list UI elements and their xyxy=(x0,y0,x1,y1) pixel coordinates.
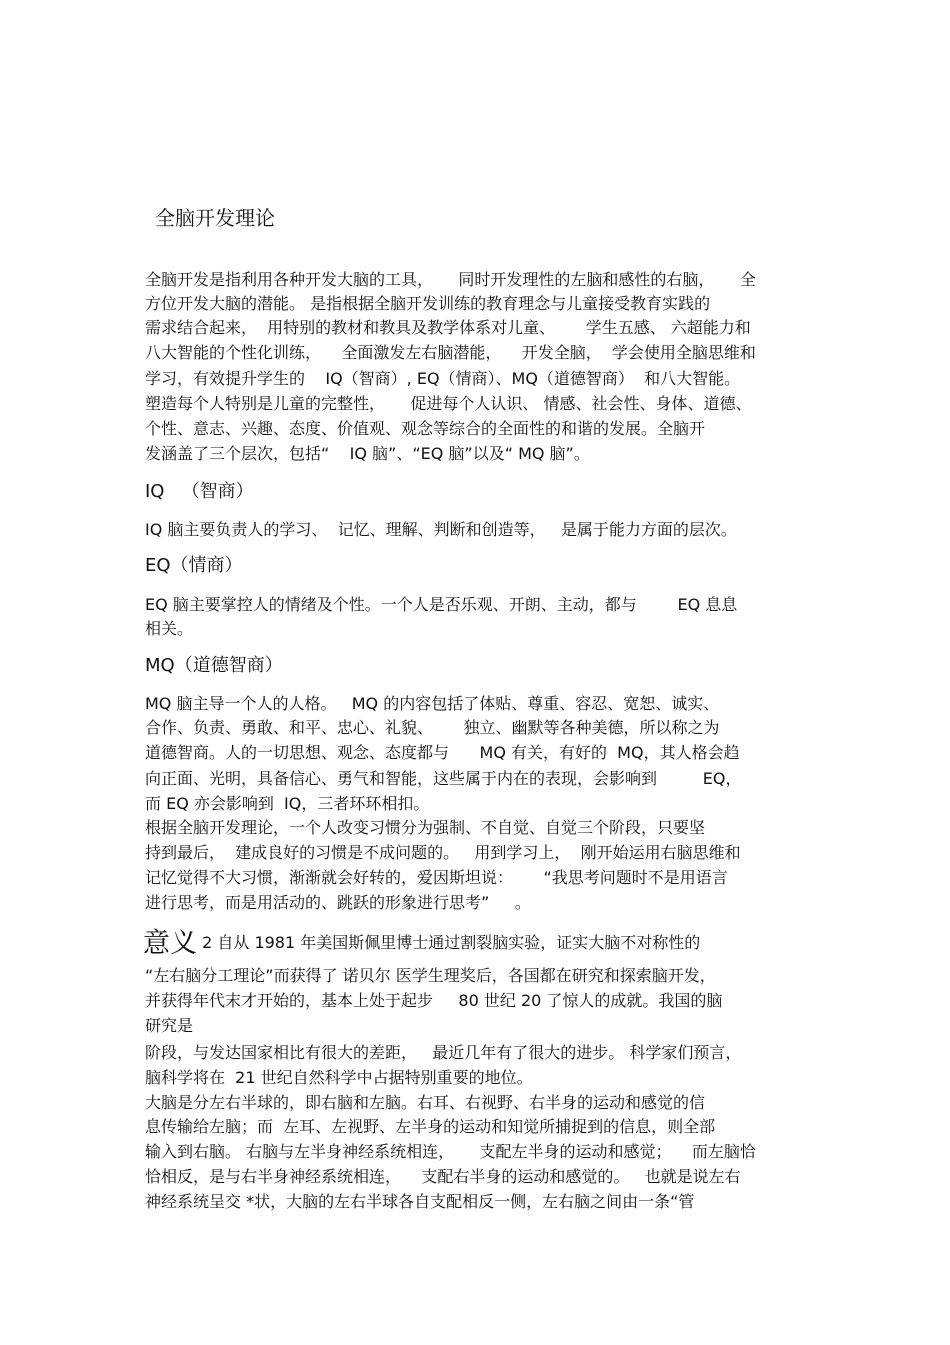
page-title: 全脑开发理论 xyxy=(155,206,275,230)
meaning-line: 神经系统呈交 *状，大脑的左右半球各自支配相反一侧，左右脑之间由一条“管 xyxy=(145,1192,695,1211)
meaning-first-line: 2 自从 1981 年美国斯佩里博士通过割裂脑实验，证实大脑不对称性的 xyxy=(197,933,701,952)
meaning-line: “左右脑分工理论”而获得了 诺贝尔 医学生理奖后，各国都在研究和探索脑开发， xyxy=(145,966,716,985)
mq-heading: MQ（道德智商） xyxy=(145,655,283,676)
mq-line: 持到最后， 建成良好的习惯是不成问题的。 用到学习上， 刚开始运用右脑思维和 xyxy=(145,843,741,862)
iq-line: IQ 脑主要负责人的学习、 记忆、理解、判断和创造等， 是属于能力方面的层次。 xyxy=(145,520,737,539)
mq-line: 根据全脑开发理论，一个人改变习惯分为强制、不自觉、自觉三个阶段，只要坚 xyxy=(145,818,706,837)
eq-line: 相关。 xyxy=(145,619,194,638)
meaning-line: 并获得年代末才开始的，基本上处于起步 80 世纪 20 了惊人的成就。我国的脑 xyxy=(145,991,723,1010)
mq-line: 记忆觉得不大习惯，渐渐就会好转的，爱因斯坦说： “我思考问题时不是用语言 xyxy=(145,868,728,887)
meaning-line: 大脑是分左右半球的，即右脑和左脑。右耳、右视野、右半身的运动和感觉的信 xyxy=(145,1093,706,1112)
meaning-line: 阶段，与发达国家相比有很大的差距， 最近几年有了很大的进步。 科学家们预言， xyxy=(145,1043,742,1062)
intro-line: 学习，有效提升学生的 IQ（智商）, EQ（情商）、MQ（道德智商） 和八大智能。 xyxy=(145,369,741,388)
intro-line: 需求结合起来， 用特别的教材和教具及教学体系对儿童、 学生五感、 六超能力和 xyxy=(145,318,751,337)
meaning-line: 息传输给左脑；而 左耳、左视野、左半身的运动和知觉所捕捉到的信息，则全部 xyxy=(145,1117,716,1136)
meaning-heading: 意义 xyxy=(143,928,197,959)
intro-line: 八大智能的个性化训练， 全面激发左右脑潜能， 开发全脑， 学会使用全脑思维和 xyxy=(145,343,756,362)
meaning-line: 输入到右脑。 右脑与左半身神经系统相连， 支配左半身的运动和感觉； 而左脑恰 xyxy=(145,1142,756,1161)
intro-line: 塑造每个人特别是儿童的完整性， 促进每个人认识、 情感、社会性、身体、道德、 xyxy=(145,394,752,413)
meaning-heading-row xyxy=(143,926,700,961)
eq-heading: EQ（情商） xyxy=(145,555,243,576)
eq-line: EQ 脑主要掌控人的情绪及个性。一个人是否乐观、开朗、主动，都与 EQ 息息 xyxy=(145,595,738,614)
meaning-line: 脑科学将在 21 世纪自然科学中占据特别重要的地位。 xyxy=(145,1068,533,1087)
meaning-line: 恰相反，是与右半身神经系统相连， 支配右半身的运动和感觉的。 也就是说左右 xyxy=(145,1167,741,1186)
mq-line: 向正面、光明，具备信心、勇气和智能，这些属于内在的表现，会影响到 EQ， xyxy=(145,769,742,788)
mq-line: 进行思考，而是用活动的、跳跃的形象进行思考” 。 xyxy=(145,893,531,912)
intro-line: 方位开发大脑的潜能。 是指根据全脑开发训练的教育理念与儿童接受教育实践的 xyxy=(145,294,711,313)
mq-line: 而 EQ 亦会影响到 IQ，三者环环相扣。 xyxy=(145,794,430,813)
intro-line: 全脑开发是指利用各种开发大脑的工具， 同时开发理性的左脑和感性的右脑， 全 xyxy=(145,270,756,289)
intro-line: 发涵盖了三个层次，包括“ IQ 脑”、“EQ 脑”以及“ MQ 脑”。 xyxy=(145,444,590,463)
mq-line: 合作、负责、勇敢、和平、忠心、礼貌、 独立、幽默等各种美德，所以称之为 xyxy=(145,718,720,737)
meaning-line: 研究是 xyxy=(145,1016,194,1035)
iq-heading: IQ （智商） xyxy=(145,481,254,502)
intro-line: 个性、意志、兴趣、态度、价值观、观念等综合的全面性的和谐的发展。全脑开 xyxy=(145,419,706,438)
mq-line: 道德智商。人的一切思想、观念、态度都与 MQ 有关，有好的 MQ，其人格会趋 xyxy=(145,743,740,762)
mq-line: MQ 脑主导一个人的人格。 MQ 的内容包括了体贴、尊重、容忍、宽恕、诚实、 xyxy=(145,694,720,713)
